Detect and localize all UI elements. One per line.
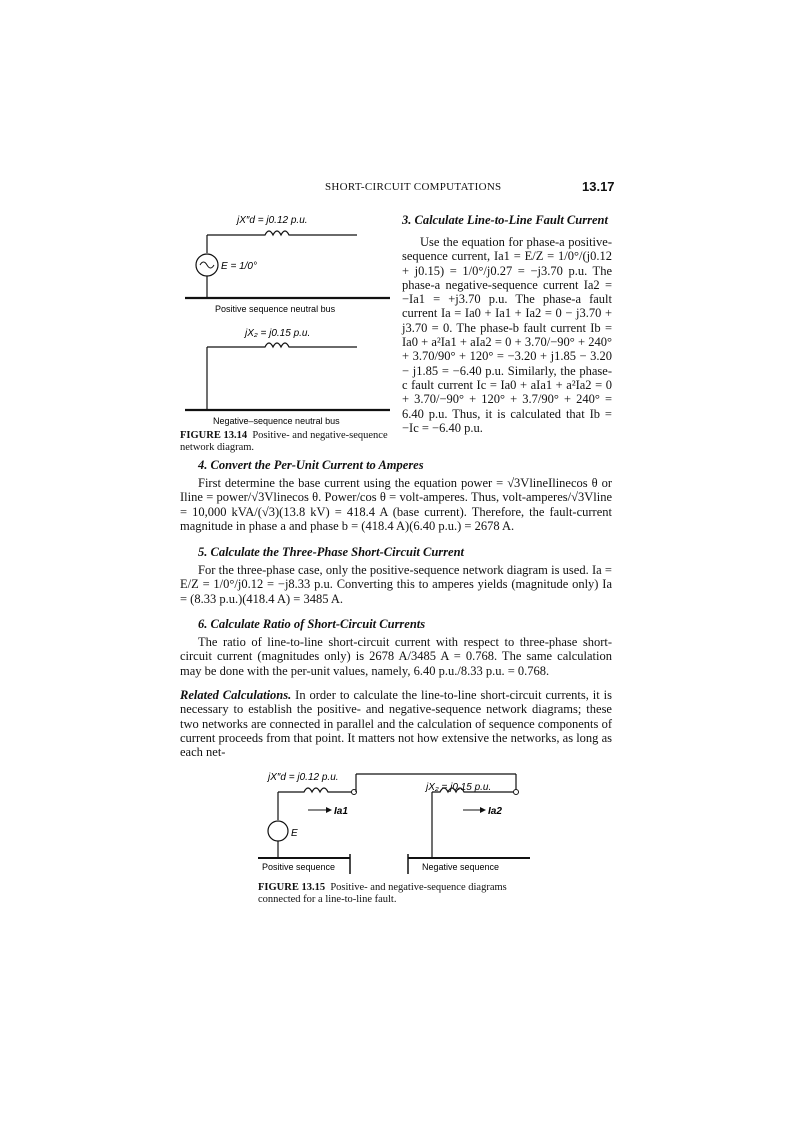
fig15-source-icon xyxy=(268,821,288,841)
running-head xyxy=(0,181,793,197)
running-head-title: SHORT-CIRCUIT COMPUTATIONS xyxy=(325,181,502,193)
caption-label: FIGURE 13.14 xyxy=(180,430,248,441)
step-3-heading: 3. Calculate Line-to-Line Fault Current xyxy=(402,213,608,227)
fig15-pos-inductor xyxy=(278,788,352,792)
related-calculations xyxy=(180,688,612,759)
step-4-body: First determine the base current using the equation power = √3VlineIlinecos θ or Iline = power/√3Vlinecos θ. Power/cos θ = volt-amperes. Thus, volt-amperes/√3Vline = 10,000 kVA/(√3)(13.8 kV) = 418.4 A (base current). Therefore, the fault-current magnitude in phase a and phase b = (418.4 A)(6.40 p.u.) = 2678 A. xyxy=(180,476,612,533)
step-5-heading: 5. Calculate the Three-Phase Short-Circuit Current xyxy=(198,545,465,559)
related-body: In order to calculate the line-to-line short-circuit currents, it is necessary to establish the positive- and negative-sequence network diagrams; these two networks are connected in parallel and the calculation of sequence components of current proceeds from that point. It matters not how extensive the networks, as long as each net- xyxy=(180,688,613,760)
step-6-heading: 6. Calculate Ratio of Short-Circuit Currents xyxy=(198,617,426,631)
page-number: 13.17 xyxy=(582,179,615,194)
pos-reactance-inductor xyxy=(207,231,357,235)
fig15-neg-label: Negative sequence xyxy=(422,862,500,872)
step-3-section xyxy=(402,213,612,435)
figure-13-14-diagram xyxy=(185,210,400,455)
pos-bus-label: Positive sequence neutral bus xyxy=(215,304,336,314)
figure-13-14-caption xyxy=(180,430,392,454)
caption-text: Positive- and negative-sequence network diagram. xyxy=(180,430,388,453)
figure-13-15-caption xyxy=(258,882,548,906)
step-5-section xyxy=(180,545,612,606)
related-heading: Related Calculations. xyxy=(180,688,292,702)
neg-bus-label: Negative–sequence neutral bus xyxy=(213,416,340,426)
fig15-pos-label: Positive sequence xyxy=(262,862,336,872)
neg-reactance-inductor xyxy=(207,343,357,347)
fig15-source-label: E xyxy=(291,828,298,839)
step-3-body: Use the equation for phase-a positive-sequence current, Ia1 = E/Z = 1/0°/(j0.12 + j0.15) = 1/0°/j0.27 = −j3.70 p.u. The phase-a negative-sequence current Ia2 = −Ia1 = +j3.70 p.u. The phase-a fault current Ia = Ia0 + Ia1 + Ia2 = 0 − j3.70 + j3.70 = 0. The phase-b fault current Ib = Ia0 + a²Ia1 + aIa2 = 0 + 3.70/−90° + 240° + 3.70/90° + 120° = −3.20 + j1.85 − 3.20 − j1.85 = −6.40 p.u. Similarly, the phase-c fault current Ic = Ia0 + aIa1 + a²Ia2 = 0 + 3.70/−90° + 120° + 3.7/90° + 240° = 6.40 p.u. Thus, it is calculated that Ib = −Ic = −6.40 p.u. xyxy=(402,235,612,435)
fig15-neg-reactance-label: jX₂ = j0.15 p.u. xyxy=(426,782,492,793)
step-6-section xyxy=(180,617,612,678)
step-4-section xyxy=(180,458,612,533)
neg-reactance-label: jX₂ = j0.15 p.u. xyxy=(245,328,311,339)
current-ia1-label: Ia1 xyxy=(334,806,348,817)
step-6-body: The ratio of line-to-line short-circuit current with respect to three-phase short-circuit current (magnitudes only) is 2678 A/3485 A = 0.768. The same calculation may be done with the per-unit values, namely, 6.40 p.u./8.33 p.u. = 0.768. xyxy=(180,635,612,678)
fig15-pos-reactance-label: jX″d = j0.12 p.u. xyxy=(268,772,339,783)
pos-reactance-label: jX″d = j0.12 p.u. xyxy=(237,215,308,226)
step-4-heading: 4. Convert the Per-Unit Current to Amperes xyxy=(198,458,424,472)
fig15-caption-label: FIGURE 13.15 xyxy=(258,882,326,893)
fig15-caption-text: Positive- and negative-sequence diagrams connected for a line-to-line fault. xyxy=(258,882,507,905)
source-label: E = 1/0° xyxy=(221,261,257,272)
step-5-body: For the three-phase case, only the positive-sequence network diagram is used. Ia = E/Z = 1/0°/j0.12 = −j8.33 p.u. Converting this to amperes yields (magnitude only) Ia = (8.33 p.u.)(418.4 A) = 3485 A. xyxy=(180,563,612,606)
figure-13-15-diagram xyxy=(258,770,538,880)
current-ia2-label: Ia2 xyxy=(488,806,502,817)
